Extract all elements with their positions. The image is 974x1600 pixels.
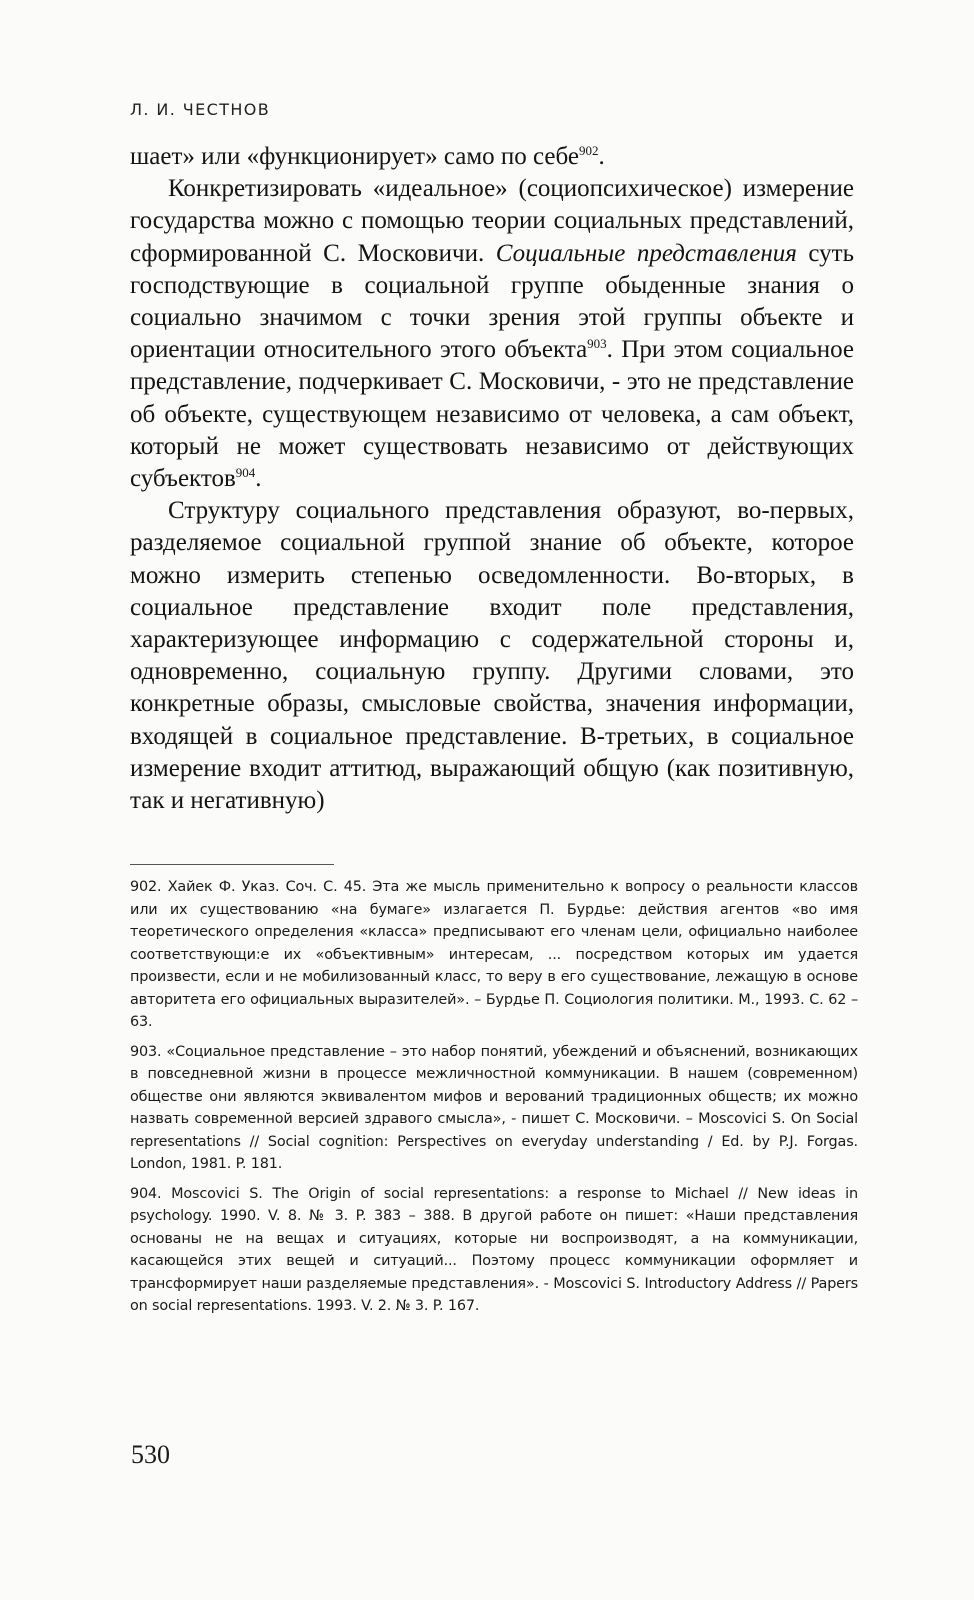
footnote-ref-902[interactable]: 902 (579, 143, 599, 158)
footnote-ref-904[interactable]: 904 (235, 465, 256, 481)
paragraph-2-text-a: Конкретизировать «идеальное» (социопсихическое) измерение государства можно с помощью теории социальных представлений, сформированной С. Московичи. (130, 175, 854, 267)
footnotes (130, 876, 858, 1325)
paragraph-2-end: . (255, 465, 262, 493)
footnote-text: Moscovici S. The Origin of social representations: a response to Michael // New ideas in psychology. 1990. V. 8. № 3. P. 383 – 388. В другой работе он пишет: «Наши представления основаны не на вещах и ситуациях, которые ни воспроизводят, а на коммуникации, касающейся этих вещей и ситуаций... Поэтому процесс коммуникации оформляет и трансформирует наши разделяемые представления». - Moscovici S. Introductory Address // Papers on social representations. 1993. V. 2. № 3. P. 167. (130, 1185, 858, 1314)
page-body (130, 100, 854, 817)
footnote-text: «Социальное представление – это набор понятий, убеждений и объяснений, возникающих в повседневной жизни в процессе межличностной коммуникации. В нашем (современном) обществе они являются эквивалентом мифов и верований традиционных обществ; их можно назвать современной версией здравого смысла», - пишет С. Московичи. – Moscovici S. On Social representations // Social cognition: Perspectives on everyday understanding / Ed. by P.J. Forgas. London, 1981. P. 181. (130, 1043, 858, 1172)
paragraph-1-text: шает» или «функционирует» само по себе (130, 143, 580, 170)
footnote-separator (130, 864, 334, 865)
footnote-number: 902. (130, 879, 162, 895)
running-head: Л. И. ЧЕСТНОВ (130, 100, 271, 119)
footnote-903 (130, 1041, 858, 1176)
footnote-ref-903[interactable]: 903 (587, 336, 607, 352)
paragraph-1 (130, 141, 854, 173)
paragraph-2-emphasis: Социальные представления (495, 239, 797, 267)
main-text (130, 141, 854, 817)
page-number: 530 (131, 1440, 170, 1469)
paragraph-1-end: . (598, 143, 605, 170)
footnote-902 (130, 876, 858, 1034)
footnote-number: 904. (130, 1185, 162, 1202)
footnote-text: Хайек Ф. Указ. Соч. С. 45. Эта же мысль применительно к вопросу о реальности классов или их существованию «на бумаге» излагается П. Бурдье: действия агентов «во имя теоретического определения «класса» предписывают его членам цели, официально наиболее соответствующи:е их «объективным» интересам, ... посредством которых им удается произвести, если и не мобилизованный класс, то веру в его существование, лежащую в основе авторитета его официальных выразителей». – Бурдье П. Социология политики. М., 1993. С. 62 – 63. (130, 879, 858, 1030)
footnote-904 (130, 1183, 858, 1318)
footnote-number: 903. (130, 1043, 162, 1060)
paragraph-2-text-c: . При этом социальное представление, подчеркивает С. Московичи, - это не представление об объекте, существующем независимо от человека, а сам объект, который не может существовать независимо от действующих субъектов (130, 336, 854, 493)
paragraph-2-text-b: суть господствующие в социальной группе обыденные знания о социально значимом с точки зрения этой группы объекте и ориентации относительного этого объекта (130, 239, 855, 364)
paragraph-3: Структуру социального представления образуют, во-первых, разделяемое социальной группой знание об объекте, которое можно измерить степенью осведомленности. Во-вторых, в социальное представление входит поле представления, характеризующее информацию с содержательной стороны и, одновременно, социальную группу. Другими словами, это конкретные образы, смысловые свойства, значения информации, входящей в социальное представление. В-третьих, в социальное измерение входит аттитюд, выражающий общую (как позитивную, так и негативную) (130, 497, 854, 815)
paragraph-2 (130, 173, 854, 495)
